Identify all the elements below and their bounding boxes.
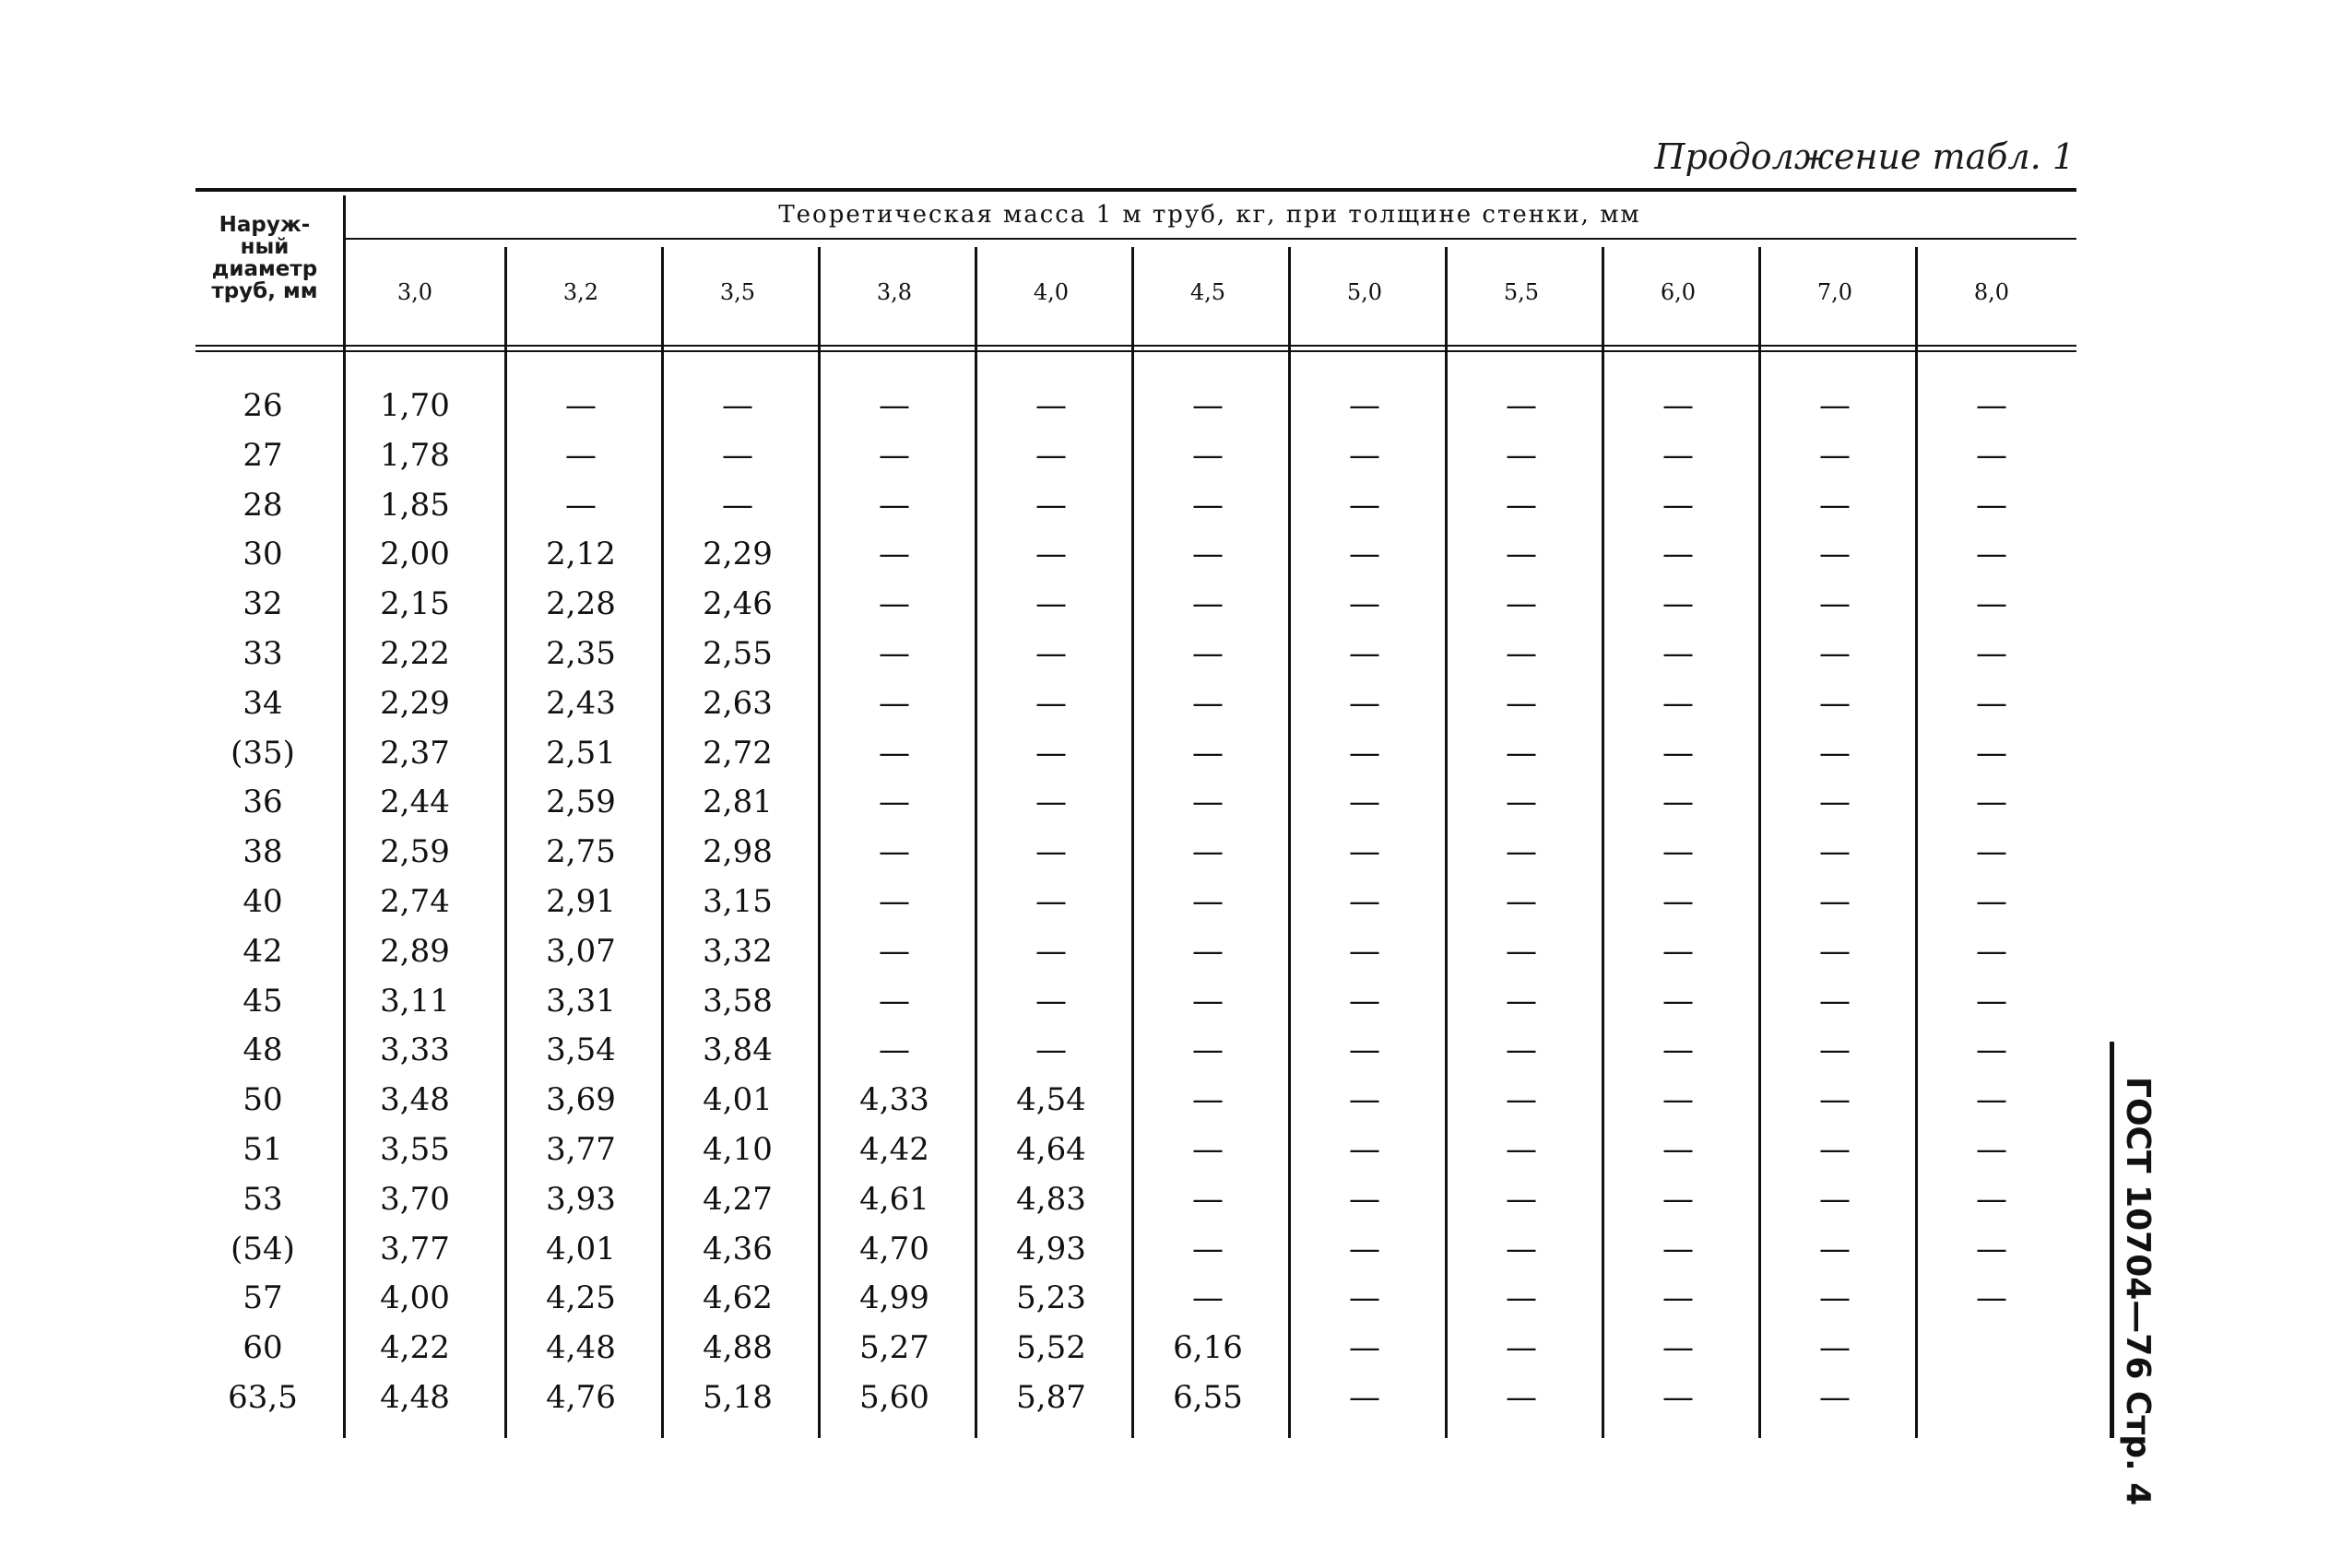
- table-cell: —: [1349, 1180, 1380, 1218]
- table-cell: 4,22: [380, 1329, 450, 1367]
- table-cell: —: [1349, 784, 1380, 821]
- table-cell: 4,62: [703, 1279, 773, 1317]
- table-cell: —: [1662, 486, 1694, 524]
- table-cell: —: [1819, 883, 1851, 920]
- table-cell: 4,93: [1016, 1230, 1086, 1267]
- table-cell: —: [1662, 684, 1694, 722]
- table-cell: —: [565, 387, 597, 424]
- table-cell: 5,18: [703, 1379, 773, 1416]
- table-cell: —: [1662, 1230, 1694, 1267]
- table-cell: —: [879, 635, 910, 672]
- table-cell: —: [1819, 536, 1851, 573]
- row-diameter: 40: [242, 883, 283, 920]
- column-header: 3,2: [562, 279, 599, 305]
- table-cell: —: [1349, 1131, 1380, 1168]
- table-cell: —: [1976, 536, 2007, 573]
- row-diameter: 30: [242, 536, 283, 573]
- table-cell: 2,51: [546, 734, 616, 772]
- table-cell: 4,00: [380, 1279, 450, 1317]
- table-cell: —: [1662, 883, 1694, 920]
- table-cell: —: [722, 486, 753, 524]
- table-cell: 4,01: [546, 1230, 616, 1267]
- column-header: 8,0: [1973, 279, 2010, 305]
- table-cell: —: [1662, 387, 1694, 424]
- table-cell: —: [879, 1032, 910, 1069]
- table-cell: —: [1349, 1081, 1380, 1119]
- table-cell: —: [565, 486, 597, 524]
- table-cell: 2,22: [380, 635, 450, 672]
- row-diameter: 33: [242, 635, 283, 672]
- table-cell: —: [1662, 1032, 1694, 1069]
- row-diameter: 48: [242, 1032, 283, 1069]
- table-cell: —: [1506, 1081, 1537, 1119]
- table-cell: —: [1662, 536, 1694, 573]
- row-diameter: 32: [242, 585, 283, 623]
- column-header: 6,0: [1660, 279, 1697, 305]
- table-cell: 2,72: [703, 734, 773, 772]
- table-cell: 4,99: [859, 1279, 929, 1317]
- table-cell: 4,54: [1016, 1081, 1086, 1119]
- table-cell: —: [1035, 387, 1067, 424]
- table-cell: 2,63: [703, 684, 773, 722]
- table-cell: 3,31: [546, 982, 616, 1020]
- table-cell: 3,48: [380, 1081, 450, 1119]
- table-cell: —: [1819, 486, 1851, 524]
- table-cell: 2,55: [703, 635, 773, 672]
- header-bottom-rule-1: [195, 345, 2076, 347]
- table-cell: —: [1976, 1131, 2007, 1168]
- table-cell: —: [1192, 486, 1224, 524]
- table-cell: —: [1976, 883, 2007, 920]
- table-cell: 5,23: [1016, 1279, 1086, 1317]
- table-cell: [1913, 1329, 2070, 1366]
- table-cell: —: [1035, 932, 1067, 970]
- table-cell: —: [1662, 1081, 1694, 1119]
- table-cell: 4,42: [859, 1131, 929, 1168]
- table-cell: —: [1035, 486, 1067, 524]
- table-cell: —: [879, 734, 910, 772]
- table-cell: —: [1035, 784, 1067, 821]
- table-cell: —: [1349, 486, 1380, 524]
- table-cell: 3,93: [546, 1180, 616, 1218]
- side-bar: [2110, 1042, 2114, 1438]
- table-cell: 5,87: [1016, 1379, 1086, 1416]
- table-cell: —: [1192, 833, 1224, 871]
- row-header-label: Наруж-ный диаметр труб, мм: [211, 213, 318, 303]
- table-cell: 3,15: [703, 883, 773, 920]
- table-cell: —: [1976, 932, 2007, 970]
- table-cell: —: [879, 536, 910, 573]
- table-cell: 3,33: [380, 1032, 450, 1069]
- table-cell: —: [879, 684, 910, 722]
- row-diameter: 63,5: [228, 1379, 298, 1416]
- table-cell: —: [1506, 635, 1537, 672]
- table-cell: —: [1192, 1230, 1224, 1267]
- table-cell: 3,58: [703, 982, 773, 1020]
- column-header: 5,5: [1503, 279, 1540, 305]
- table-cell: 2,75: [546, 833, 616, 871]
- table-cell: —: [879, 387, 910, 424]
- table-cell: —: [1819, 1131, 1851, 1168]
- table-cell: 3,32: [703, 932, 773, 970]
- table-cell: —: [879, 932, 910, 970]
- table-cell: —: [1506, 1180, 1537, 1218]
- table-cell: —: [1506, 784, 1537, 821]
- table-cell: —: [1819, 387, 1851, 424]
- table-cell: 4,33: [859, 1081, 929, 1119]
- table-cell: —: [1976, 1032, 2007, 1069]
- table-cell: —: [1192, 1032, 1224, 1069]
- table-cell: —: [1819, 734, 1851, 772]
- table-cell: —: [1349, 1032, 1380, 1069]
- table-cell: —: [1506, 436, 1537, 474]
- table-cell: —: [1035, 635, 1067, 672]
- table-cell: 3,77: [546, 1131, 616, 1168]
- table-cell: —: [1035, 1032, 1067, 1069]
- column-header: 3,5: [719, 279, 756, 305]
- table-cell: —: [1192, 1081, 1224, 1119]
- table-cell: 1,70: [380, 387, 450, 424]
- table-cell: 2,35: [546, 635, 616, 672]
- table-cell: 1,78: [380, 436, 450, 474]
- table-cell: —: [1662, 1379, 1694, 1416]
- table-cell: —: [1662, 784, 1694, 821]
- table-cell: 2,00: [380, 536, 450, 573]
- table-caption: Теоретическая масса 1 м труб, кг, при толщине стенки, мм: [778, 201, 1641, 229]
- table-cell: —: [1506, 883, 1537, 920]
- table-cell: —: [1976, 982, 2007, 1020]
- table-cell: —: [879, 883, 910, 920]
- table-cell: —: [1976, 784, 2007, 821]
- table-cell: —: [1976, 1230, 2007, 1267]
- table-cell: —: [1506, 982, 1537, 1020]
- table-cell: —: [1976, 387, 2007, 424]
- table-cell: —: [879, 784, 910, 821]
- table-cell: —: [1662, 1279, 1694, 1317]
- table-cell: 5,52: [1016, 1329, 1086, 1367]
- table-cell: —: [1819, 684, 1851, 722]
- row-diameter: 38: [242, 833, 283, 871]
- table-cell: —: [879, 436, 910, 474]
- table-cell: 2,44: [380, 784, 450, 821]
- table-cell: 2,59: [380, 833, 450, 871]
- table-cell: 4,70: [859, 1230, 929, 1267]
- table-cell: —: [1819, 1379, 1851, 1416]
- table-cell: —: [1976, 833, 2007, 871]
- row-diameter: 50: [242, 1081, 283, 1119]
- table-cell: —: [1976, 1081, 2007, 1119]
- table-cell: 4,88: [703, 1329, 773, 1367]
- table-cell: 2,89: [380, 932, 450, 970]
- table-cell: —: [1506, 536, 1537, 573]
- column-header: 3,0: [396, 279, 433, 305]
- table-cell: —: [1192, 1180, 1224, 1218]
- table-cell: —: [1976, 635, 2007, 672]
- table-cell: —: [1819, 833, 1851, 871]
- table-cell: 3,55: [380, 1131, 450, 1168]
- table-cell: 2,74: [380, 883, 450, 920]
- table-cell: —: [1506, 1279, 1537, 1317]
- table-cell: —: [1976, 734, 2007, 772]
- table-cell: —: [1506, 387, 1537, 424]
- table-cell: —: [1035, 585, 1067, 623]
- row-diameter: (54): [231, 1230, 295, 1267]
- table-top-rule: [195, 188, 2076, 192]
- table-cell: 2,29: [380, 684, 450, 722]
- table-cell: —: [879, 982, 910, 1020]
- table-cell: —: [1035, 833, 1067, 871]
- table-cell: —: [1819, 932, 1851, 970]
- row-diameter: 45: [242, 982, 283, 1020]
- table-cell: 2,15: [380, 585, 450, 623]
- table-cell: —: [1819, 436, 1851, 474]
- table-cell: —: [1349, 684, 1380, 722]
- table-cell: —: [1349, 833, 1380, 871]
- table-cell: —: [565, 436, 597, 474]
- table-cell: —: [1506, 1329, 1537, 1367]
- table-cell: 4,48: [380, 1379, 450, 1416]
- row-diameter: 36: [242, 784, 283, 821]
- column-header: 5,0: [1346, 279, 1383, 305]
- table-cell: —: [1192, 387, 1224, 424]
- row-diameter: 57: [242, 1279, 283, 1317]
- table-cell: —: [1192, 585, 1224, 623]
- table-cell: —: [1349, 387, 1380, 424]
- table-cell: 4,01: [703, 1081, 773, 1119]
- table-cell: —: [1976, 684, 2007, 722]
- table-cell: —: [1662, 982, 1694, 1020]
- table-cell: —: [1349, 1379, 1380, 1416]
- column-header: 3,8: [876, 279, 913, 305]
- table-cell: —: [1192, 883, 1224, 920]
- table-cell: 4,64: [1016, 1131, 1086, 1168]
- table-cell: —: [879, 585, 910, 623]
- table-cell: —: [1192, 635, 1224, 672]
- table-cell: 3,70: [380, 1180, 450, 1218]
- table-cell: —: [1035, 734, 1067, 772]
- row-diameter: 42: [242, 932, 283, 970]
- table-cell: —: [1506, 486, 1537, 524]
- table-cell: 4,10: [703, 1131, 773, 1168]
- table-cell: —: [1349, 932, 1380, 970]
- table-cell: —: [1349, 635, 1380, 672]
- table-cell: —: [1192, 982, 1224, 1020]
- table-cell: 4,27: [703, 1180, 773, 1218]
- table-cell: —: [1506, 734, 1537, 772]
- row-diameter: 51: [242, 1131, 283, 1168]
- table-cell: —: [1506, 585, 1537, 623]
- table-cell: —: [1819, 1279, 1851, 1317]
- table-cell: —: [1662, 436, 1694, 474]
- row-diameter: 34: [242, 684, 283, 722]
- table-cell: 3,84: [703, 1032, 773, 1069]
- table-cell: —: [1349, 585, 1380, 623]
- table-cell: —: [722, 387, 753, 424]
- row-diameter: 27: [242, 436, 283, 474]
- table-cell: —: [1192, 784, 1224, 821]
- table-cell: —: [1349, 1279, 1380, 1317]
- side-standard-label: ГОСТ 10704—76 Стр. 4: [2119, 1077, 2157, 1506]
- column-header: 4,0: [1033, 279, 1070, 305]
- table-cell: [1913, 1379, 2070, 1416]
- table-cell: —: [1819, 1081, 1851, 1119]
- table-cell: —: [1349, 536, 1380, 573]
- table-cell: 4,61: [859, 1180, 929, 1218]
- table-cell: —: [1192, 536, 1224, 573]
- table-cell: —: [1035, 684, 1067, 722]
- table-cell: 2,59: [546, 784, 616, 821]
- table-cell: 3,11: [380, 982, 450, 1020]
- column-header: 7,0: [1816, 279, 1853, 305]
- table-cell: —: [1976, 1279, 2007, 1317]
- continuation-label: Продолжение табл. 1: [1654, 136, 2075, 177]
- table-cell: 2,37: [380, 734, 450, 772]
- table-cell: 6,55: [1173, 1379, 1243, 1416]
- table-cell: 2,28: [546, 585, 616, 623]
- row-diameter: 60: [242, 1329, 283, 1367]
- table-cell: —: [1662, 1329, 1694, 1367]
- table-cell: 4,83: [1016, 1180, 1086, 1218]
- table-cell: 4,25: [546, 1279, 616, 1317]
- table-cell: —: [1662, 734, 1694, 772]
- table-cell: —: [1819, 1329, 1851, 1367]
- table-cell: 2,12: [546, 536, 616, 573]
- caption-underline: [343, 238, 2076, 240]
- table-cell: 5,60: [859, 1379, 929, 1416]
- column-header: 4,5: [1189, 279, 1226, 305]
- table-cell: —: [1819, 635, 1851, 672]
- table-cell: 5,27: [859, 1329, 929, 1367]
- table-cell: 3,77: [380, 1230, 450, 1267]
- table-cell: —: [1192, 734, 1224, 772]
- table-cell: —: [879, 833, 910, 871]
- table-cell: —: [1349, 1230, 1380, 1267]
- table-cell: 6,16: [1173, 1329, 1243, 1367]
- table-cell: —: [1819, 1032, 1851, 1069]
- table-cell: —: [1976, 585, 2007, 623]
- table-cell: —: [1662, 1131, 1694, 1168]
- table-cell: 4,48: [546, 1329, 616, 1367]
- table-cell: —: [1192, 1131, 1224, 1168]
- table-cell: —: [1035, 436, 1067, 474]
- table-cell: —: [1819, 784, 1851, 821]
- table-cell: —: [1819, 1230, 1851, 1267]
- table-cell: —: [1819, 982, 1851, 1020]
- table-cell: —: [1506, 684, 1537, 722]
- table-cell: —: [1506, 1379, 1537, 1416]
- table-cell: —: [1976, 486, 2007, 524]
- table-cell: 2,81: [703, 784, 773, 821]
- table-cell: —: [1662, 1180, 1694, 1218]
- table-cell: —: [1192, 1279, 1224, 1317]
- row-diameter: 53: [242, 1180, 283, 1218]
- row-diameter: 28: [242, 486, 283, 524]
- table-cell: 2,46: [703, 585, 773, 623]
- table-cell: —: [1506, 1131, 1537, 1168]
- table-cell: —: [1662, 635, 1694, 672]
- table-cell: —: [879, 486, 910, 524]
- table-cell: —: [1349, 436, 1380, 474]
- table-cell: —: [1349, 734, 1380, 772]
- row-diameter: (35): [231, 734, 295, 772]
- table-cell: —: [1819, 1180, 1851, 1218]
- table-cell: —: [1976, 1180, 2007, 1218]
- table-cell: 2,98: [703, 833, 773, 871]
- table-cell: —: [1662, 585, 1694, 623]
- table-cell: 4,36: [703, 1230, 773, 1267]
- table-cell: 3,54: [546, 1032, 616, 1069]
- table-cell: 1,85: [380, 486, 450, 524]
- table-cell: —: [1506, 932, 1537, 970]
- table-cell: —: [1035, 536, 1067, 573]
- table-cell: 2,91: [546, 883, 616, 920]
- row-diameter: 26: [242, 387, 283, 424]
- table-cell: —: [722, 436, 753, 474]
- table-cell: —: [1506, 833, 1537, 871]
- table-cell: —: [1192, 436, 1224, 474]
- table-cell: —: [1035, 982, 1067, 1020]
- table-cell: —: [1035, 883, 1067, 920]
- table-cell: —: [1662, 932, 1694, 970]
- table-cell: —: [1349, 1329, 1380, 1367]
- table-cell: —: [1349, 982, 1380, 1020]
- table-cell: —: [1349, 883, 1380, 920]
- table-cell: 4,76: [546, 1379, 616, 1416]
- table-cell: 3,69: [546, 1081, 616, 1119]
- table-cell: 2,43: [546, 684, 616, 722]
- table-cell: 2,29: [703, 536, 773, 573]
- header-bottom-rule-2: [195, 350, 2076, 352]
- table-cell: —: [1192, 932, 1224, 970]
- table-cell: 3,07: [546, 932, 616, 970]
- table-cell: —: [1506, 1230, 1537, 1267]
- table-cell: —: [1506, 1032, 1537, 1069]
- table-cell: —: [1819, 585, 1851, 623]
- table-cell: —: [1192, 684, 1224, 722]
- table-cell: —: [1662, 833, 1694, 871]
- table-cell: —: [1976, 436, 2007, 474]
